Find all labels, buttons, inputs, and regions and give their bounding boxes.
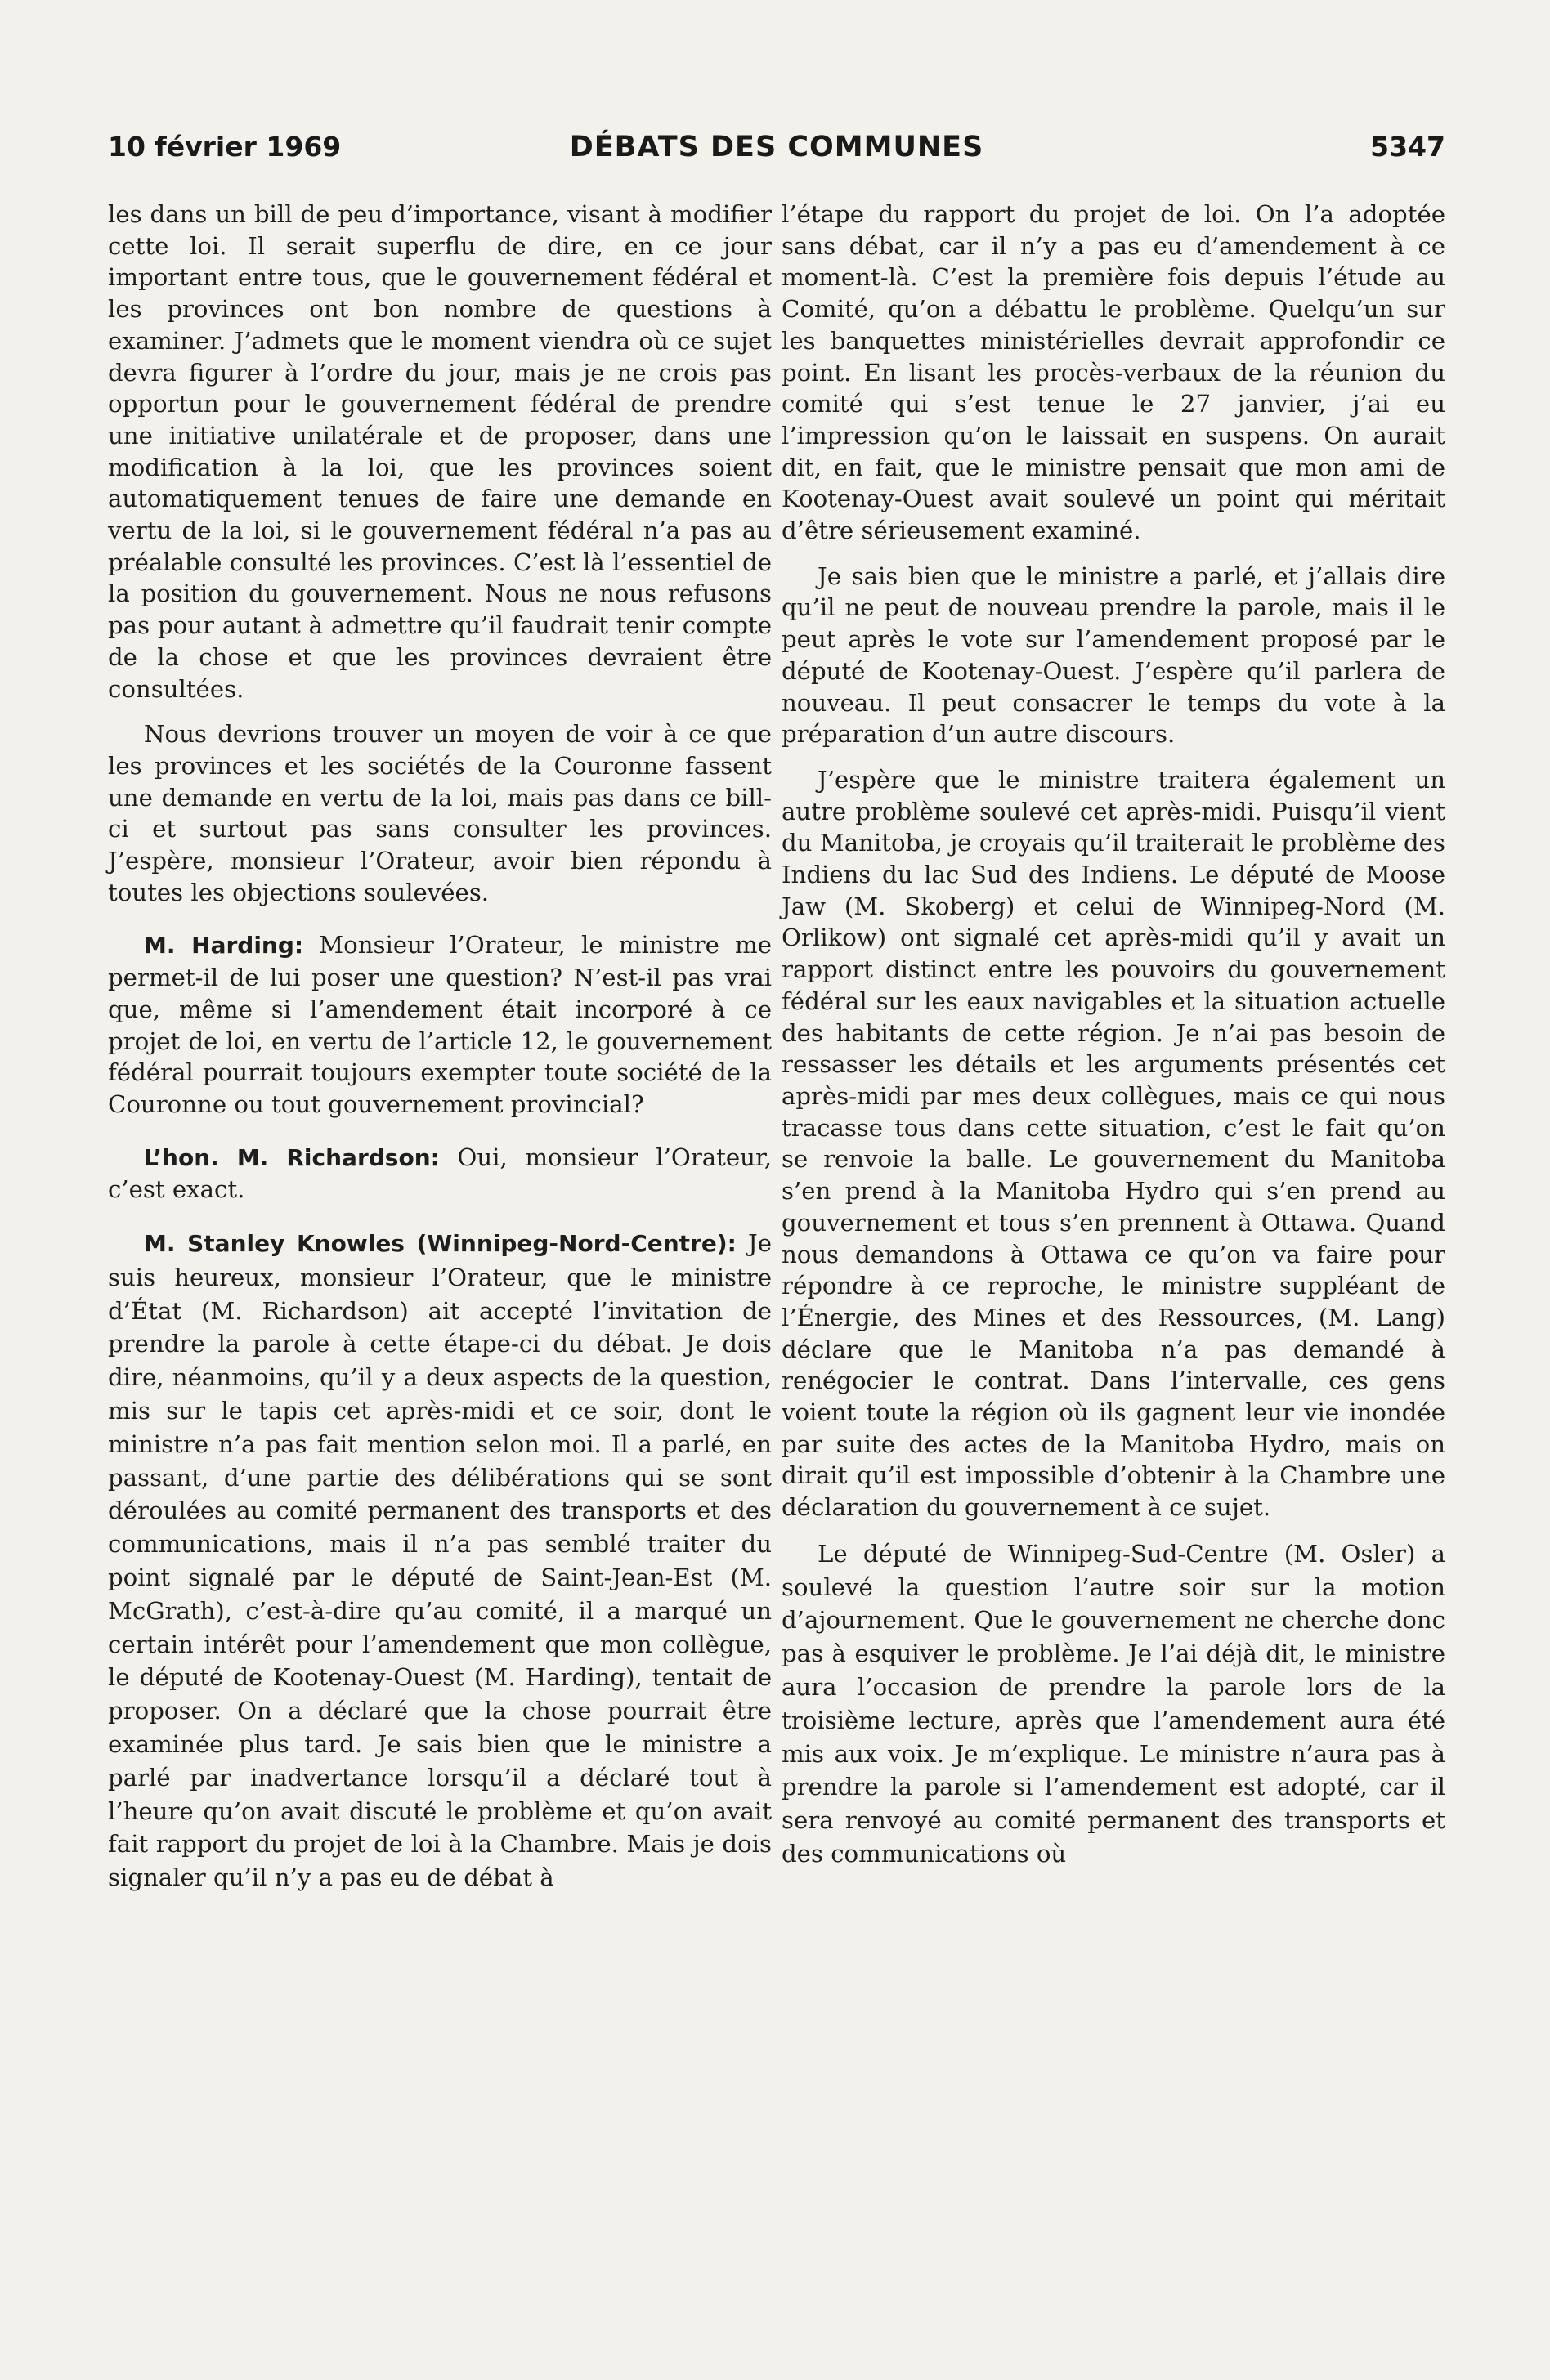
right-column <box>782 199 1445 1871</box>
speaker-name: L’hon. M. Richardson: <box>144 1143 440 1171</box>
paragraph: Le député de Winnipeg-Sud-Centre (M. Osler) a soulevé la question l’autre soir sur la motion d’ajournement. Que le gouvernement ne cherche donc pas à esquiver le problème. Je l’ai déjà dit, le ministre aura l’occasion de prendre la parole lors de la troisième lecture, après que l’amendement aura été mis aux voix. Je m’explique. Le ministre n’aura pas à prendre la parole si l’amendement est adopté, car il sera renvoyé au comité permanent des transports et des communications où <box>782 1539 1445 1868</box>
speech-text: Je suis heureux, monsieur l’Orateur, que le ministre d’État (M. Richardson) ait accepté l’invitation de prendre la parole à cette étape-ci du débat. Je dois dire, néanmoins, qu’il y a deux aspects de la question, mis sur le tapis cet après-midi et ce soir, dont le ministre n’a pas fait mention selon moi. Il a parlé, en passant, d’une partie des délibérations qui se sont déroulées au comité permanent des transports et des communications, mais il n’a pas semblé traiter du point signalé par le député de Saint-Jean-Est (M. McGrath), c’est-à-dire qu’au comité, il a marqué un certain intérêt pour l’amendement que mon collègue, le député de Kootenay-Ouest (M. Harding), tentait de proposer. On a déclaré que la chose pourrait être examinée plus tard. Je sais bien que le ministre a parlé par inadvertance lorsqu’il a déclaré tout à l’heure qu’on avait discuté le problème et qu’on avait fait rapport du projet de loi à la Chambre. Mais je dois signaler qu’il n’y a pas eu de débat à <box>108 1229 772 1892</box>
speech-knowles <box>108 1227 772 1895</box>
speech-text: Monsieur l’Orateur, le ministre me permet-il de lui poser une question? N’est-il pas vrai que, même si l’amendement était incorporé à ce projet de loi, en vertu de l’article 12, le gouvernement fédéral pourrait toujours exempter toute société de la Couronne ou tout gouvernement provincial? <box>108 931 772 1118</box>
paragraph: J’espère que le ministre traitera également un autre problème soulevé cet après-midi. Puisqu’il vient du Manitoba, je croyais qu’il traiterait le problème des Indiens du lac Sud des Indiens. Le député de Moose Jaw (M. Skoberg) et celui de Winnipeg-Nord (M. Orlikow) ont signalé cet après-midi qu’il y avait un rapport distinct entre les pouvoirs du gouvernement fédéral sur les eaux navigables et la situation actuelle des habitants de cette région. Je n’ai pas besoin de ressasser les détails et les arguments présentés cet après-midi par mes deux collègues, mais ce qui nous tracasse tous dans cette situation, c’est le fait qu’on se renvoie la balle. Le gouvernement du Manitoba s’en prend à la Manitoba Hydro qui s’en prend au gouvernement et tous s’en prennent à Ottawa. Quand nous demandons à Ottawa ce qu’on va faire pour répondre à ce reproche, le ministre suppléant de l’Énergie, des Mines et des Ressources, (M. Lang) déclare que le Manitoba n’a pas demandé à renégocier le contrat. Dans l’intervalle, ces gens voient toute la région où ils gagnent leur vie inondée par suite des actes de la Manitoba Hydro, mais on dirait qu’il est impossible d’obtenir à la Chambre une déclaration du gouvernement à ce sujet. <box>782 765 1445 1522</box>
left-column <box>108 199 772 1895</box>
page-header <box>108 131 1445 172</box>
paragraph: les dans un bill de peu d’importance, visant à modifier cette loi. Il serait superflu de dire, en ce jour important entre tous, que le gouvernement fédéral et les provinces ont bon nombre de questions à examiner. J’admets que le moment viendra où ce sujet devra figurer à l’ordre du jour, mais je ne crois pas opportun pour le gouvernement fédéral de prendre une initiative unilatérale et de proposer, dans une modification à la loi, que les provinces soient automatiquement tenues de faire une demande en vertu de la loi, si le gouvernement fédéral n’a pas au préalable consulté les provinces. C’est là l’essentiel de la position du gouvernement. Nous ne nous refusons pas pour autant à admettre qu’il faudrait tenir compte de la chose et que les provinces devraient être consultées. <box>108 200 772 703</box>
speech-harding <box>108 929 772 1120</box>
speech-text: Oui, monsieur l’Orateur, c’est exact. <box>108 1143 772 1204</box>
paragraph: Je sais bien que le ministre a parlé, et j’allais dire qu’il ne peut de nouveau prendre la parole, mais il le peut après le vote sur l’amendement proposé par le député de Kootenay-Ouest. J’espère qu’il parlera de nouveau. Il peut consacrer le temps du vote à la préparation d’un autre discours. <box>782 561 1445 749</box>
header-date: 10 février 1969 <box>108 131 342 163</box>
paragraph: l’étape du rapport du projet de loi. On l’a adoptée sans débat, car il n’y a pas eu d’amendement à ce moment-là. C’est la première fois depuis l’étude au Comité, qu’on a débattu le problème. Quelqu’un sur les banquettes ministérielles devrait approfondir ce point. En lisant les procès-verbaux de la réunion du comité qui s’est tenue le 27 janvier, j’ai eu l’impression qu’on le laissait en suspens. On aurait dit, en fait, que le ministre pensait que mon ami de Kootenay-Ouest avait soulevé un point qui méritait d’être sérieusement examiné. <box>782 200 1445 545</box>
speech-richardson <box>108 1142 772 1206</box>
header-title: DÉBATS DES COMMUNES <box>569 131 984 163</box>
page-number: 5347 <box>1370 131 1445 163</box>
speaker-name: M. Stanley Knowles (Winnipeg-Nord-Centre): <box>144 1230 737 1258</box>
paragraph: Nous devrions trouver un moyen de voir à ce que les provinces et les sociétés de la Couronne fassent une demande en vertu de la loi, mais pas dans ce bill-ci et surtout pas sans consulter les provinces. J’espère, monsieur l’Orateur, avoir bien répondu à toutes les objections soulevées. <box>108 720 772 906</box>
speaker-name: M. Harding: <box>144 932 304 960</box>
